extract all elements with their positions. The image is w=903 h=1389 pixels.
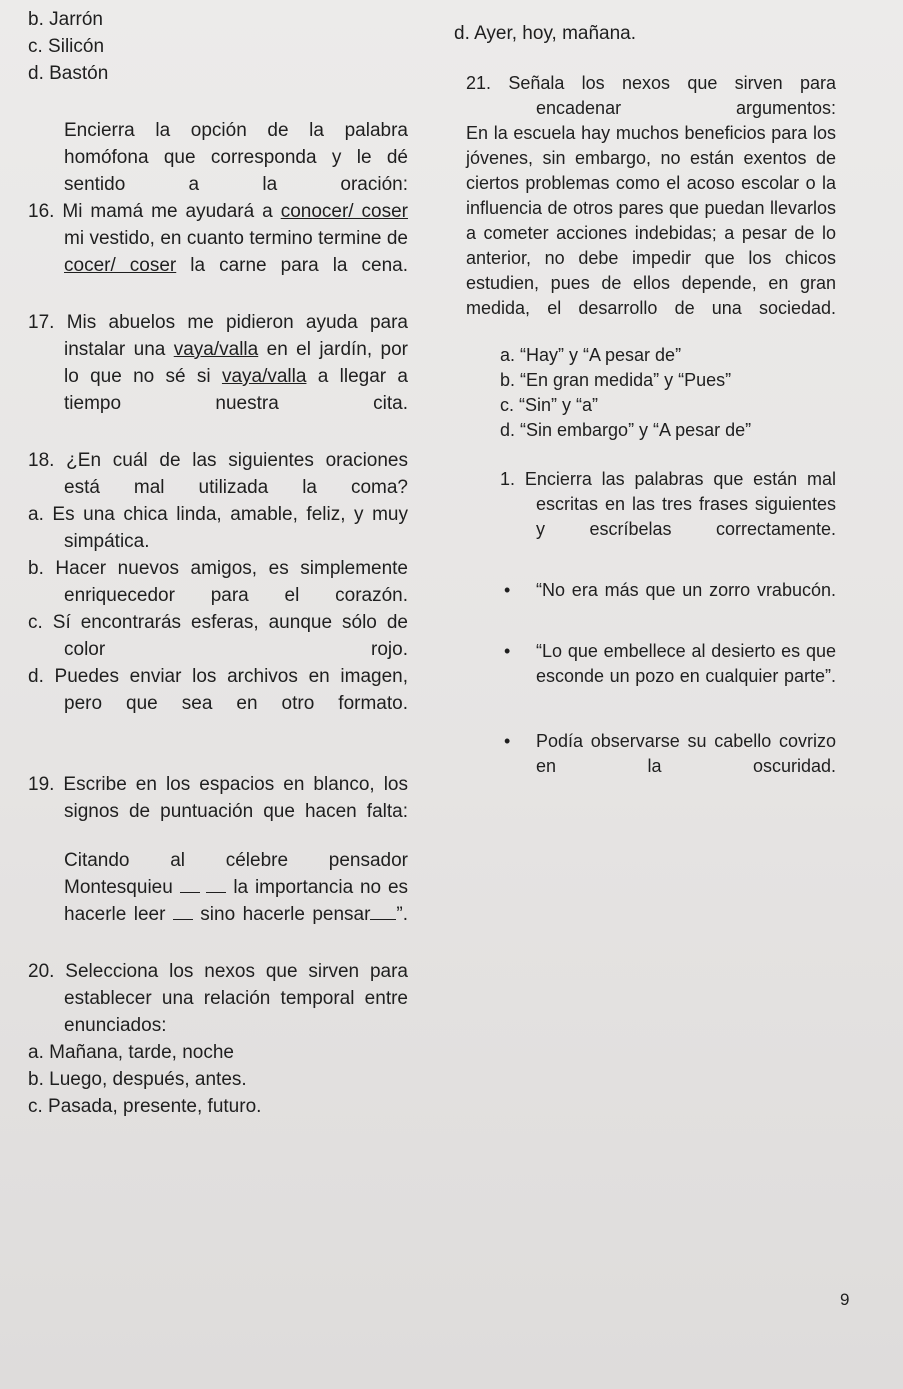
question-18: 18. ¿En cuál de las siguientes oraciones está mal utilizada la coma? — [28, 450, 408, 498]
q18-option-a[interactable]: a. Es una chica linda, amable, feliz, y muy simpática. — [28, 504, 408, 552]
option-b: b. Jarrón — [28, 9, 103, 30]
q20-option-c[interactable]: c. Pasada, presente, futuro. — [28, 1096, 262, 1117]
q17-choice-1[interactable]: vaya/valla — [173, 339, 259, 360]
question-17 — [28, 309, 408, 417]
q19-quote — [28, 847, 408, 928]
q19-blank-4[interactable] — [370, 903, 396, 920]
q20-option-a[interactable]: a. Mañana, tarde, noche — [28, 1042, 234, 1063]
q17-choice-2[interactable]: vaya/valla — [221, 366, 307, 387]
question-20: 20. Selecciona los nexos que sirven para establecer una relación temporal entre enunciados: — [28, 961, 408, 1036]
q21-option-a[interactable]: a. “Hay” y “A pesar de” — [500, 345, 682, 365]
q19-text-b: la importancia no es hacerle leer — [64, 877, 409, 925]
q20-option-d[interactable]: d. Ayer, hoy, mañana. — [454, 23, 637, 44]
q21-passage: En la escuela hay muchos beneficios para los jóvenes, sin embargo, no están exentos de ciertos problemas como el acoso escolar o la influencia de otros pares que puedan llevarlos a cometer acciones indebidas; a pesar de lo anterior, no debe impedir que los chicos estudien, pues de ellos depende, en gran medida, el desarrollo de una sociedad. — [466, 123, 836, 318]
q1-phrase-2: • “Lo que embellece al desierto es que esconde un pozo en cualquier parte”. — [466, 639, 836, 689]
option-c: c. Silicón — [28, 36, 105, 57]
q21-option-c[interactable]: c. “Sin” y “a” — [500, 395, 599, 415]
q16-text-a: 16. Mi mamá me ayudará a — [28, 201, 281, 222]
q18-option-d[interactable]: d. Puedes enviar los archivos en imagen, pero que sea en otro formato. — [28, 666, 408, 714]
right-column — [454, 20, 836, 779]
homophone-instruction: Encierra la opción de la palabra homófona que corresponda y le dé sentido a la oración: — [64, 120, 408, 195]
left-column — [28, 6, 408, 1120]
q19-blank-2[interactable] — [206, 876, 226, 893]
q17-text-a: 17. Mis abuelos me pidieron ayuda para instalar una — [28, 312, 408, 360]
q16-text-c: la carne para la cena. — [176, 255, 408, 276]
q16-choice-1[interactable]: conocer/ coser — [280, 201, 408, 222]
q17-text-b: en el jardín, por lo que no sé si — [64, 339, 408, 387]
q18-option-b[interactable]: b. Hacer nuevos amigos, es simplemente enriquecedor para el corazón. — [28, 558, 408, 606]
q19-text-a: Citando al célebre pensador Montesquieu — [64, 850, 408, 898]
option-d: d. Bastón — [28, 63, 109, 84]
q19-text-d: ”. — [396, 904, 409, 925]
q21-option-d[interactable]: d. “Sin embargo” y “A pesar de” — [500, 420, 752, 440]
q1-phrase-3: • Podía observarse su cabello covrizo en la oscuridad. — [466, 729, 836, 779]
q21-option-b[interactable]: b. “En gran medida” y “Pues” — [500, 370, 732, 390]
q20-option-b[interactable]: b. Luego, después, antes. — [28, 1069, 247, 1090]
q16-choice-2[interactable]: cocer/ coser — [64, 255, 177, 276]
question-19: 19. Escribe en los espacios en blanco, los signos de puntuación que hacen falta: — [28, 774, 408, 822]
q19-text-c: sino hacerle pensar — [200, 904, 371, 925]
q18-option-c[interactable]: c. Sí encontrarás esferas, aunque sólo de color rojo. — [28, 612, 408, 660]
question-21: 21. Señala los nexos que sirven para encadenar argumentos: — [466, 73, 836, 118]
q16-text-b: mi vestido, en cuanto termino termine de — [64, 228, 408, 249]
q1-phrase-1: • “No era más que un zorro vrabucón. — [466, 578, 836, 603]
q19-blank-3[interactable] — [173, 903, 193, 920]
q19-blank-1[interactable] — [180, 876, 200, 893]
q17-text-c: a llegar a tiempo nuestra cita. — [64, 366, 408, 414]
question-16 — [28, 198, 408, 279]
question-1: 1. Encierra las palabras que están mal escritas en las tres frases siguientes y escríbelas correctamente. — [500, 469, 836, 539]
page-number: 9 — [840, 1290, 850, 1309]
